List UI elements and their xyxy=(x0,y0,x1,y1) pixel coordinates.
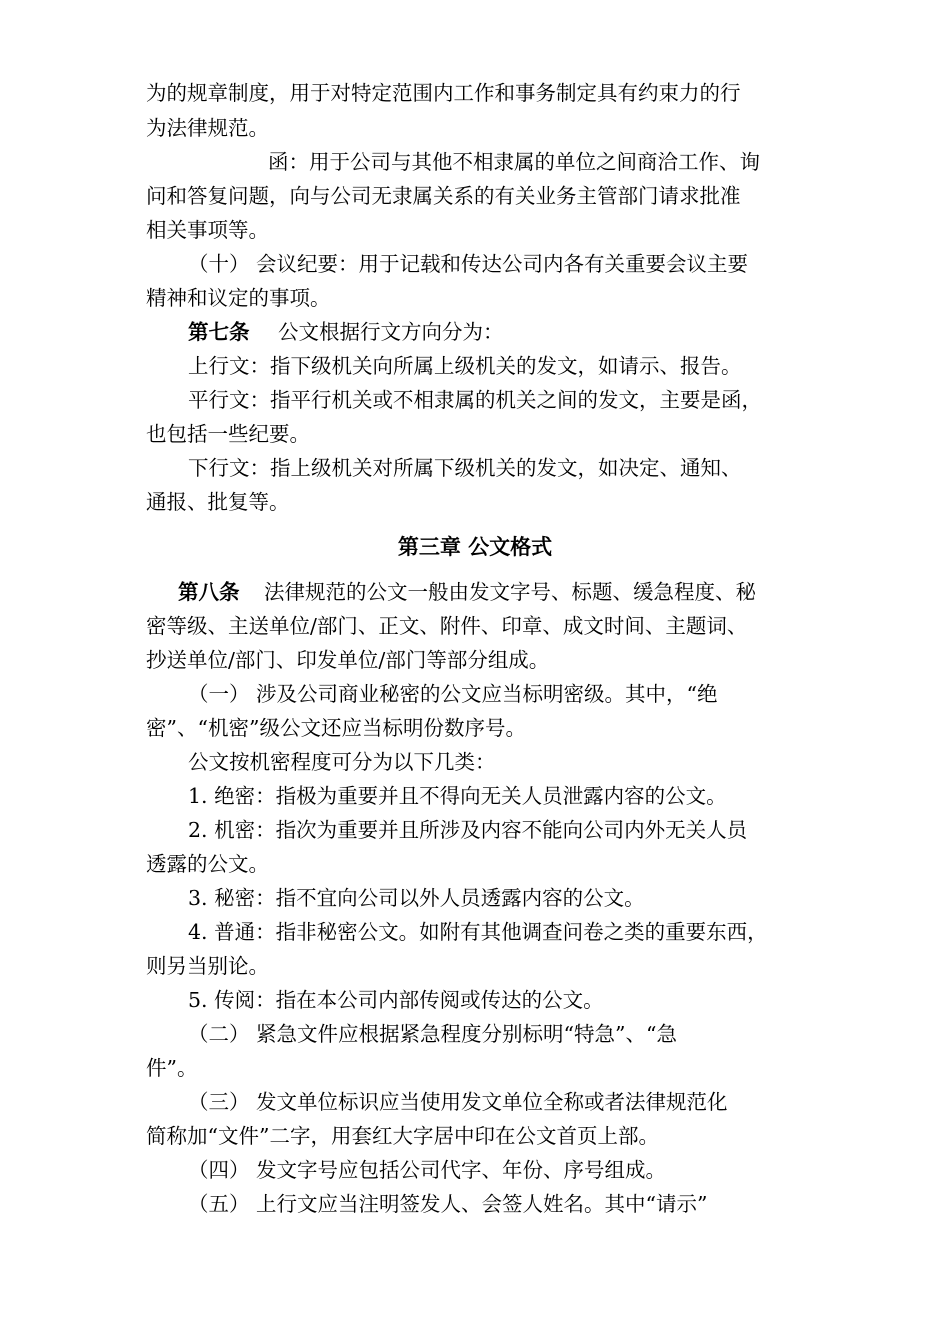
article-8-text: 法律规范的公文一般由发文字号、标题、缓急程度、秘 xyxy=(264,580,757,604)
paragraph-line: 件”。 xyxy=(146,1056,198,1080)
paragraph-line: 则另当别论。 xyxy=(146,954,269,978)
paragraph-line: （三） 发文单位标识应当使用发文单位全称或者法律规范化 xyxy=(188,1090,728,1114)
paragraph-line: 问和答复问题，向与公司无隶属关系的有关业务主管部门请求批准 xyxy=(146,184,741,208)
paragraph-line: 密等级、主送单位/部门、正文、附件、印章、成文时间、主题词、 xyxy=(146,614,748,638)
paragraph-line: 1. 绝密：指极为重要并且不得向无关人员泄露内容的公文。 xyxy=(188,784,727,808)
paragraph-line: 为法律规范。 xyxy=(146,116,269,140)
paragraph-line: 4. 普通：指非秘密公文。如附有其他调查问卷之类的重要东西， xyxy=(188,920,768,944)
article-7-line xyxy=(188,322,504,343)
paragraph-line: 平行文：指平行机关或不相隶属的机关之间的发文，主要是函， xyxy=(188,388,762,412)
paragraph-line: 相关事项等。 xyxy=(146,218,269,242)
article-7-label: 第七条 xyxy=(188,320,250,344)
paragraph-line: 密”、“机密”级公文还应当标明份数序号。 xyxy=(146,716,526,740)
paragraph-line: （四） 发文字号应包括公司代字、年份、序号组成。 xyxy=(188,1158,667,1182)
paragraph-line: 下行文：指上级机关对所属下级机关的发文，如决定、通知、 xyxy=(188,456,742,480)
paragraph-line: 公文按机密程度可分为以下几类： xyxy=(188,750,496,774)
paragraph-line: 精神和议定的事项。 xyxy=(146,286,331,310)
paragraph-line: 抄送单位/部门、印发单位/部门等部分组成。 xyxy=(146,648,550,672)
article-8-label: 第八条 xyxy=(178,580,240,604)
paragraph-line: （二） 紧急文件应根据紧急程度分别标明“特急”、“急 xyxy=(188,1022,677,1046)
paragraph-line: 3. 秘密：指不宜向公司以外人员透露内容的公文。 xyxy=(188,886,645,910)
paragraph-line: 为的规章制度，用于对特定范围内工作和事务制定具有约束力的行 xyxy=(146,81,741,105)
article-7-text: 公文根据行文方向分为： xyxy=(278,320,504,344)
chapter-title: 第三章 公文格式 xyxy=(397,535,553,559)
paragraph-line: 2. 机密：指次为重要并且所涉及内容不能向公司内外无关人员 xyxy=(188,818,748,842)
paragraph-line: （十） 会议纪要：用于记载和传达公司内各有关重要会议主要 xyxy=(188,252,749,276)
paragraph-line: 上行文：指下级机关向所属上级机关的发文，如请示、报告。 xyxy=(188,354,742,378)
paragraph-line: 函：用于公司与其他不相隶属的单位之间商洽工作、询 xyxy=(268,150,760,174)
article-8-line xyxy=(178,582,756,603)
paragraph-line: 简称加“文件”二字，用套红大字居中印在公文首页上部。 xyxy=(146,1124,659,1148)
paragraph-line: 通报、批复等。 xyxy=(146,490,290,514)
paragraph-line: （一） 涉及公司商业秘密的公文应当标明密级。其中，“绝 xyxy=(188,682,718,706)
paragraph-line: 也包括一些纪要。 xyxy=(146,422,310,446)
paragraph-line: （五） 上行文应当注明签发人、会签人姓名。其中“请示” xyxy=(188,1192,708,1216)
paragraph-line: 透露的公文。 xyxy=(146,852,269,876)
paragraph-line: 5. 传阅：指在本公司内部传阅或传达的公文。 xyxy=(188,988,604,1012)
